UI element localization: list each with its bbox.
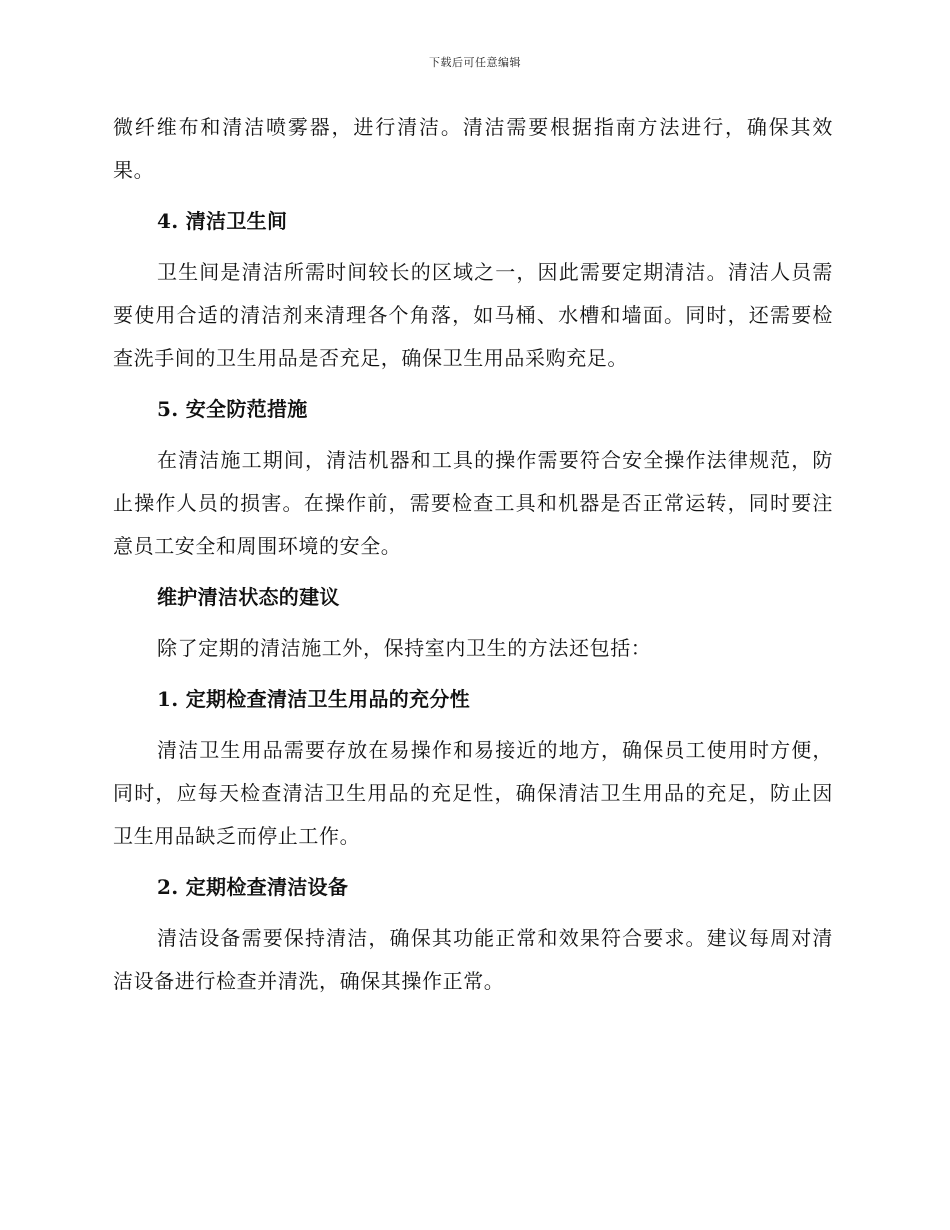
paragraph-safety: 在清洁施工期间，清洁机器和工具的操作需要符合安全操作法律规范，防止操作人员的损害。在操作前，需要检查工具和机器是否正常运转，同时要注意员工安全和周围环境的安全。 <box>113 448 833 558</box>
section-heading-maintenance: 维护清洁状态的建议 <box>157 585 340 609</box>
paragraph-restroom: 卫生间是清洁所需时间较长的区域之一，因此需要定期清洁。清洁人员需要使用合适的清洁剂来清理各个角落，如马桶、水槽和墙面。同时，还需要检查洗手间的卫生用品是否充足，确保卫生用品采购充足。 <box>113 260 833 370</box>
paragraph-maintenance-intro: 除了定期的清洁施工外，保持室内卫生的方法还包括： <box>157 636 652 660</box>
document-body <box>113 106 833 1011</box>
section-heading-supplies: 1. 定期检查清洁卫生用品的充分性 <box>157 687 470 711</box>
paragraph-supplies: 清洁卫生用品需要存放在易操作和易接近的地方，确保员工使用时方便，同时，应每天检查清洁卫生用品的充足性，确保清洁卫生用品的充足，防止因卫生用品缺乏而停止工作。 <box>113 738 833 848</box>
paragraph-equipment: 清洁设备需要保持清洁，确保其功能正常和效果符合要求。建议每周对清洁设备进行检查并清洗，确保其操作正常。 <box>113 926 833 993</box>
page-header: 下载后可任意编辑 <box>429 56 521 69</box>
section-heading-restroom: 4. 清洁卫生间 <box>157 209 288 233</box>
section-heading-safety: 5. 安全防范措施 <box>157 397 308 421</box>
paragraph-continuation: 微纤维布和清洁喷雾器，进行清洁。清洁需要根据指南方法进行，确保其效果。 <box>113 115 833 182</box>
section-heading-equipment: 2. 定期检查清洁设备 <box>157 875 349 899</box>
